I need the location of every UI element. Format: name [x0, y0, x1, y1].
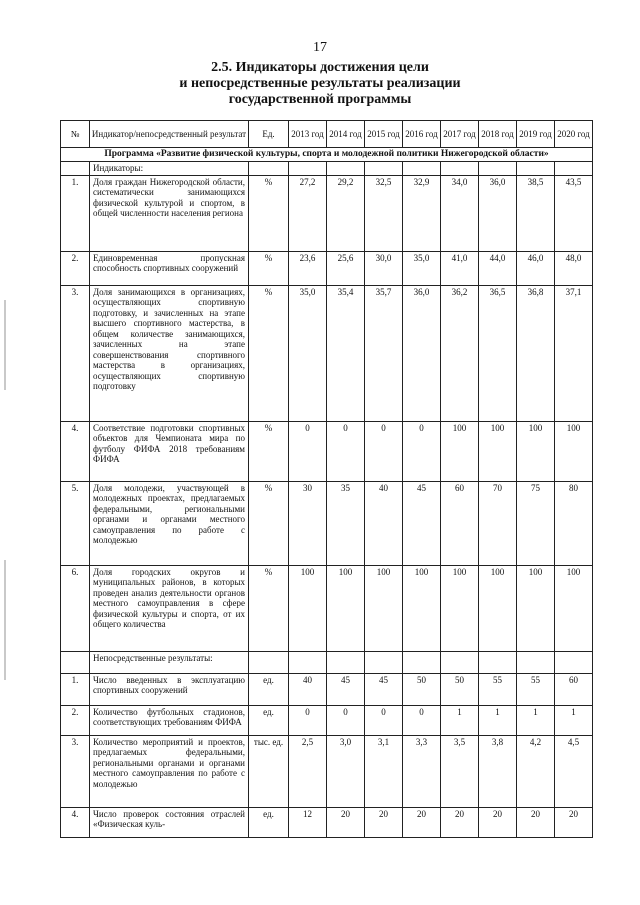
row-year-value: 38,5	[517, 175, 555, 251]
row-indicator-text: Число введенных в эксплуатацию спортивных сооружений	[90, 673, 249, 705]
row-year-value: 23,6	[289, 251, 327, 285]
row-year-value: 20	[555, 807, 593, 837]
row-year-value: 30,0	[365, 251, 403, 285]
row-year-value: 30	[289, 481, 327, 565]
table-row	[61, 481, 593, 565]
row-year-value: 20	[403, 807, 441, 837]
row-number: 2.	[61, 705, 90, 735]
header-year: 2017 год	[441, 121, 479, 148]
table-row	[61, 421, 593, 481]
row-year-value: 0	[327, 421, 365, 481]
row-year-value: 29,2	[327, 175, 365, 251]
header-year: 2015 год	[365, 121, 403, 148]
page-number: 17	[313, 40, 327, 55]
row-number: 1.	[61, 175, 90, 251]
header-no: №	[61, 121, 90, 148]
row-year-value: 100	[555, 421, 593, 481]
row-unit: %	[249, 175, 289, 251]
row-year-value: 35,7	[365, 285, 403, 421]
row-year-value: 46,0	[517, 251, 555, 285]
row-year-value: 1	[441, 705, 479, 735]
row-number: 2.	[61, 251, 90, 285]
row-year-value: 20	[327, 807, 365, 837]
row-year-value: 4,5	[555, 735, 593, 807]
header-year: 2014 год	[327, 121, 365, 148]
row-indicator-text: Доля молодежи, участвующей в молодежных проектах, предлагаемых федеральными, региональными органами и органами местного самоуправления по работе с молодежью	[90, 481, 249, 565]
row-year-value: 100	[517, 421, 555, 481]
row-year-value: 20	[479, 807, 517, 837]
row-year-value: 0	[327, 705, 365, 735]
row-year-value: 32,5	[365, 175, 403, 251]
table-row	[61, 735, 593, 807]
table-row	[61, 565, 593, 651]
row-year-value: 3,1	[365, 735, 403, 807]
header-unit: Ед.	[249, 121, 289, 148]
header-year: 2019 год	[517, 121, 555, 148]
row-unit: тыс. ед.	[249, 735, 289, 807]
row-year-value: 50	[441, 673, 479, 705]
row-indicator-text: Доля городских округов и муниципальных районов, в которых проведен анализ деятельности органов местного самоуправления в сфере физической культуры и спорта, от их общего количества	[90, 565, 249, 651]
row-number: 1.	[61, 673, 90, 705]
row-indicator-text: Доля граждан Нижегородской области, систематически занимающихся физической культурой и спортом, в общей численности населения региона	[90, 175, 249, 251]
row-year-value: 0	[289, 705, 327, 735]
row-year-value: 100	[441, 421, 479, 481]
row-year-value: 70	[479, 481, 517, 565]
table-body	[61, 148, 593, 838]
scan-edge-mark	[4, 300, 6, 390]
row-year-value: 55	[479, 673, 517, 705]
row-year-value: 40	[365, 481, 403, 565]
row-year-value: 1	[479, 705, 517, 735]
row-year-value: 35,4	[327, 285, 365, 421]
row-unit: %	[249, 285, 289, 421]
table-row	[61, 285, 593, 421]
row-year-value: 50	[403, 673, 441, 705]
row-indicator-text: Количество футбольных стадионов, соответствующих требованиям ФИФА	[90, 705, 249, 735]
header-year: 2013 год	[289, 121, 327, 148]
row-year-value: 100	[555, 565, 593, 651]
results-label: Непосредственные результаты:	[90, 651, 249, 673]
section-title-line: 2.5. Индикаторы достижения цели	[211, 60, 429, 75]
row-year-value: 60	[555, 673, 593, 705]
row-year-value: 0	[403, 421, 441, 481]
row-year-value: 12	[289, 807, 327, 837]
row-unit: %	[249, 565, 289, 651]
row-year-value: 2,5	[289, 735, 327, 807]
row-year-value: 35	[327, 481, 365, 565]
row-year-value: 36,2	[441, 285, 479, 421]
header-row	[61, 121, 593, 148]
row-number: 4.	[61, 421, 90, 481]
row-unit: %	[249, 251, 289, 285]
row-year-value: 45	[327, 673, 365, 705]
row-number: 3.	[61, 285, 90, 421]
row-unit: ед.	[249, 705, 289, 735]
table-row	[61, 705, 593, 735]
header-year: 2018 год	[479, 121, 517, 148]
row-year-value: 45	[365, 673, 403, 705]
row-year-value: 36,8	[517, 285, 555, 421]
row-number: 6.	[61, 565, 90, 651]
row-year-value: 0	[403, 705, 441, 735]
row-year-value: 100	[517, 565, 555, 651]
subsection-row	[61, 651, 593, 673]
header-year: 2020 год	[555, 121, 593, 148]
row-year-value: 60	[441, 481, 479, 565]
row-unit: %	[249, 421, 289, 481]
row-year-value: 35,0	[289, 285, 327, 421]
row-year-value: 32,9	[403, 175, 441, 251]
row-year-value: 34,0	[441, 175, 479, 251]
row-year-value: 4,2	[517, 735, 555, 807]
table-row	[61, 251, 593, 285]
row-year-value: 20	[517, 807, 555, 837]
row-indicator-text: Доля занимающихся в организациях, осуществляющих спортивную подготовку, и зачисленных на этапе высшего спортивного мастерства, в общем количестве занимающихся, зачисленных на этапе совершенствования спортивного мастерства в организациях, осуществляющих спортивную подготовку	[90, 285, 249, 421]
row-year-value: 0	[365, 705, 403, 735]
subsection-row	[61, 161, 593, 175]
table-row	[61, 807, 593, 837]
row-year-value: 40	[289, 673, 327, 705]
header-year: 2016 год	[403, 121, 441, 148]
row-year-value: 20	[441, 807, 479, 837]
row-year-value: 100	[479, 421, 517, 481]
row-indicator-text: Единовременная пропускная способность спортивных сооружений	[90, 251, 249, 285]
row-year-value: 55	[517, 673, 555, 705]
row-unit: ед.	[249, 807, 289, 837]
row-year-value: 100	[365, 565, 403, 651]
row-year-value: 100	[441, 565, 479, 651]
indicators-label: Индикаторы:	[90, 161, 249, 175]
row-year-value: 1	[555, 705, 593, 735]
program-row	[61, 148, 593, 162]
row-year-value: 0	[289, 421, 327, 481]
table-row	[61, 175, 593, 251]
row-indicator-text: Соответствие подготовки спортивных объектов для Чемпионата мира по футболу ФИФА 2018 требованиям ФИФА	[90, 421, 249, 481]
row-unit: %	[249, 481, 289, 565]
row-year-value: 27,2	[289, 175, 327, 251]
row-year-value: 3,5	[441, 735, 479, 807]
scan-edge-mark	[4, 560, 6, 680]
header-indicator: Индикатор/непосредственный результат	[90, 121, 249, 148]
row-year-value: 25,6	[327, 251, 365, 285]
row-number: 4.	[61, 807, 90, 837]
row-year-value: 45	[403, 481, 441, 565]
row-year-value: 41,0	[441, 251, 479, 285]
row-number: 3.	[61, 735, 90, 807]
table-row	[61, 673, 593, 705]
row-year-value: 35,0	[403, 251, 441, 285]
row-number: 5.	[61, 481, 90, 565]
row-year-value: 36,0	[403, 285, 441, 421]
row-year-value: 37,1	[555, 285, 593, 421]
indicators-table	[60, 120, 593, 838]
row-year-value: 100	[289, 565, 327, 651]
row-year-value: 3,3	[403, 735, 441, 807]
row-year-value: 36,5	[479, 285, 517, 421]
row-year-value: 48,0	[555, 251, 593, 285]
row-year-value: 100	[327, 565, 365, 651]
row-year-value: 43,5	[555, 175, 593, 251]
row-year-value: 3,0	[327, 735, 365, 807]
row-year-value: 100	[479, 565, 517, 651]
row-unit: ед.	[249, 673, 289, 705]
row-year-value: 44,0	[479, 251, 517, 285]
row-year-value: 80	[555, 481, 593, 565]
program-title: Программа «Развитие физической культуры, спорта и молодежной политики Нижегородской области»	[61, 148, 593, 162]
row-year-value: 1	[517, 705, 555, 735]
row-year-value: 20	[365, 807, 403, 837]
row-year-value: 75	[517, 481, 555, 565]
row-year-value: 3,8	[479, 735, 517, 807]
row-indicator-text: Количество мероприятий и проектов, предлагаемых федеральными, региональными органами и органами местного самоуправления по работе с молодежью	[90, 735, 249, 807]
section-title-line: государственной программы	[228, 92, 412, 107]
row-year-value: 36,0	[479, 175, 517, 251]
row-year-value: 0	[365, 421, 403, 481]
section-title-line: и непосредственные результаты реализации	[179, 76, 461, 91]
section-title	[0, 60, 640, 108]
row-indicator-text: Число проверок состояния отраслей «Физическая куль-	[90, 807, 249, 837]
row-year-value: 100	[403, 565, 441, 651]
